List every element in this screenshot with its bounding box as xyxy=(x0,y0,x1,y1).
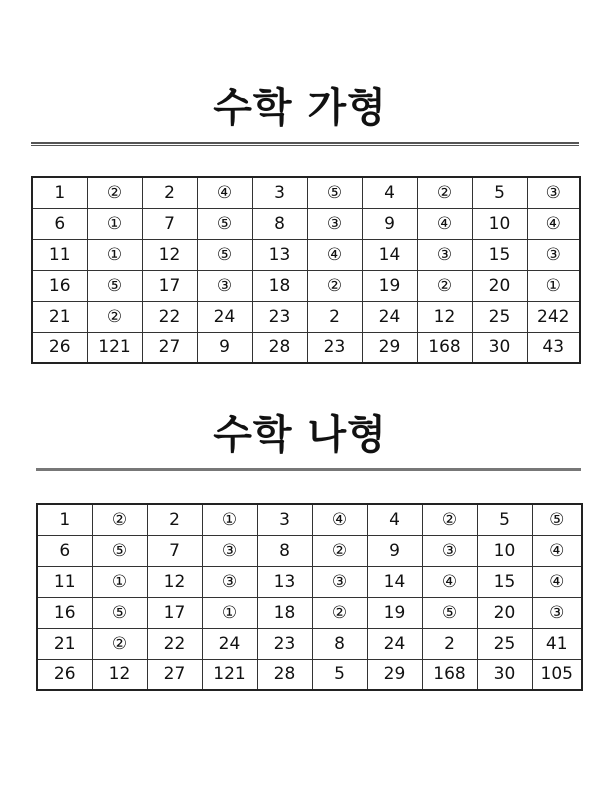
question-number-cell: 15 xyxy=(472,239,527,270)
answer-cell: ② xyxy=(417,270,472,301)
question-number-cell: 16 xyxy=(32,270,87,301)
question-number-cell: 28 xyxy=(257,659,312,690)
question-number-cell: 20 xyxy=(472,270,527,301)
question-number-cell: 2 xyxy=(147,504,202,535)
table-row xyxy=(32,301,580,332)
title-divider-na xyxy=(36,468,581,471)
question-number-cell: 14 xyxy=(367,566,422,597)
answer-cell: ② xyxy=(422,504,477,535)
answer-cell: ① xyxy=(527,270,580,301)
answer-cell: 121 xyxy=(87,332,142,363)
answer-cell: ② xyxy=(312,597,367,628)
question-number-cell: 26 xyxy=(37,659,92,690)
answer-cell: 43 xyxy=(527,332,580,363)
question-number-cell: 22 xyxy=(142,301,197,332)
answer-cell: ③ xyxy=(422,535,477,566)
question-number-cell: 30 xyxy=(477,659,532,690)
answer-cell: ② xyxy=(417,177,472,208)
table-row xyxy=(37,597,582,628)
answer-table-na-body xyxy=(37,504,582,690)
question-number-cell: 17 xyxy=(142,270,197,301)
question-number-cell: 4 xyxy=(362,177,417,208)
answer-cell: ⑤ xyxy=(532,504,582,535)
answer-cell: 168 xyxy=(422,659,477,690)
answer-cell: 242 xyxy=(527,301,580,332)
answer-table-ga xyxy=(31,176,581,364)
answer-cell: ⑤ xyxy=(87,270,142,301)
question-number-cell: 26 xyxy=(32,332,87,363)
question-number-cell: 11 xyxy=(37,566,92,597)
answer-cell: ④ xyxy=(422,566,477,597)
question-number-cell: 5 xyxy=(477,504,532,535)
answer-cell: ② xyxy=(92,504,147,535)
table-row xyxy=(32,208,580,239)
answer-cell: 24 xyxy=(197,301,252,332)
question-number-cell: 12 xyxy=(142,239,197,270)
question-number-cell: 11 xyxy=(32,239,87,270)
question-number-cell: 18 xyxy=(257,597,312,628)
answer-cell: ⑤ xyxy=(197,208,252,239)
answer-cell: ① xyxy=(87,208,142,239)
question-number-cell: 27 xyxy=(142,332,197,363)
table-row xyxy=(37,535,582,566)
answer-cell: ② xyxy=(92,628,147,659)
answer-cell: ④ xyxy=(307,239,362,270)
answer-cell: 12 xyxy=(417,301,472,332)
answer-cell: ④ xyxy=(527,208,580,239)
question-number-cell: 27 xyxy=(147,659,202,690)
answer-cell: 8 xyxy=(312,628,367,659)
question-number-cell: 19 xyxy=(367,597,422,628)
question-number-cell: 16 xyxy=(37,597,92,628)
question-number-cell: 25 xyxy=(477,628,532,659)
title-divider-ga xyxy=(31,142,579,146)
question-number-cell: 22 xyxy=(147,628,202,659)
answer-cell: ③ xyxy=(197,270,252,301)
answer-cell: ④ xyxy=(417,208,472,239)
answer-cell: ⑤ xyxy=(307,177,362,208)
question-number-cell: 1 xyxy=(37,504,92,535)
question-number-cell: 17 xyxy=(147,597,202,628)
question-number-cell: 21 xyxy=(32,301,87,332)
question-number-cell: 7 xyxy=(147,535,202,566)
answer-cell: ③ xyxy=(202,535,257,566)
question-number-cell: 25 xyxy=(472,301,527,332)
question-number-cell: 30 xyxy=(472,332,527,363)
question-number-cell: 6 xyxy=(32,208,87,239)
answer-table-na xyxy=(36,503,583,691)
answer-table-ga-body xyxy=(32,177,580,363)
answer-cell: 121 xyxy=(202,659,257,690)
question-number-cell: 9 xyxy=(367,535,422,566)
answer-cell: ① xyxy=(202,504,257,535)
question-number-cell: 13 xyxy=(252,239,307,270)
answer-cell: ③ xyxy=(532,597,582,628)
question-number-cell: 2 xyxy=(142,177,197,208)
question-number-cell: 3 xyxy=(252,177,307,208)
question-number-cell: 10 xyxy=(477,535,532,566)
question-number-cell: 28 xyxy=(252,332,307,363)
answer-cell: ⑤ xyxy=(92,597,147,628)
section-title-ga: 수학 가형 xyxy=(213,85,387,131)
answer-cell: ④ xyxy=(532,566,582,597)
answer-cell: ① xyxy=(87,239,142,270)
answer-cell: 23 xyxy=(307,332,362,363)
question-number-cell: 14 xyxy=(362,239,417,270)
answer-cell: ③ xyxy=(312,566,367,597)
table-row xyxy=(32,239,580,270)
question-number-cell: 23 xyxy=(257,628,312,659)
question-number-cell: 18 xyxy=(252,270,307,301)
answer-cell: 41 xyxy=(532,628,582,659)
answer-cell: ① xyxy=(92,566,147,597)
answer-cell: ③ xyxy=(307,208,362,239)
answer-cell: ② xyxy=(307,270,362,301)
question-number-cell: 29 xyxy=(367,659,422,690)
answer-cell: 2 xyxy=(422,628,477,659)
table-row xyxy=(37,628,582,659)
table-row xyxy=(37,566,582,597)
answer-cell: ④ xyxy=(312,504,367,535)
table-row xyxy=(37,504,582,535)
table-row xyxy=(32,270,580,301)
answer-cell: ① xyxy=(202,597,257,628)
answer-cell: ③ xyxy=(527,239,580,270)
answer-cell: ⑤ xyxy=(92,535,147,566)
question-number-cell: 5 xyxy=(472,177,527,208)
answer-cell: ② xyxy=(87,177,142,208)
question-number-cell: 1 xyxy=(32,177,87,208)
question-number-cell: 10 xyxy=(472,208,527,239)
question-number-cell: 9 xyxy=(362,208,417,239)
question-number-cell: 29 xyxy=(362,332,417,363)
question-number-cell: 24 xyxy=(362,301,417,332)
table-row xyxy=(32,332,580,363)
answer-cell: ② xyxy=(87,301,142,332)
question-number-cell: 20 xyxy=(477,597,532,628)
answer-cell: 2 xyxy=(307,301,362,332)
answer-cell: ② xyxy=(312,535,367,566)
question-number-cell: 3 xyxy=(257,504,312,535)
question-number-cell: 8 xyxy=(252,208,307,239)
answer-cell: ③ xyxy=(527,177,580,208)
question-number-cell: 6 xyxy=(37,535,92,566)
answer-cell: 105 xyxy=(532,659,582,690)
question-number-cell: 12 xyxy=(147,566,202,597)
answer-cell: ④ xyxy=(532,535,582,566)
question-number-cell: 19 xyxy=(362,270,417,301)
table-row xyxy=(32,177,580,208)
answer-cell: ④ xyxy=(197,177,252,208)
question-number-cell: 13 xyxy=(257,566,312,597)
table-row xyxy=(37,659,582,690)
answer-cell: 9 xyxy=(197,332,252,363)
question-number-cell: 21 xyxy=(37,628,92,659)
answer-cell: 168 xyxy=(417,332,472,363)
answer-cell: ③ xyxy=(417,239,472,270)
answer-cell: 24 xyxy=(202,628,257,659)
question-number-cell: 7 xyxy=(142,208,197,239)
question-number-cell: 8 xyxy=(257,535,312,566)
answer-cell: 12 xyxy=(92,659,147,690)
question-number-cell: 4 xyxy=(367,504,422,535)
question-number-cell: 24 xyxy=(367,628,422,659)
section-title-na: 수학 나형 xyxy=(213,412,387,458)
answer-cell: ⑤ xyxy=(422,597,477,628)
question-number-cell: 23 xyxy=(252,301,307,332)
answer-cell: 5 xyxy=(312,659,367,690)
answer-cell: ⑤ xyxy=(197,239,252,270)
question-number-cell: 15 xyxy=(477,566,532,597)
answer-cell: ③ xyxy=(202,566,257,597)
